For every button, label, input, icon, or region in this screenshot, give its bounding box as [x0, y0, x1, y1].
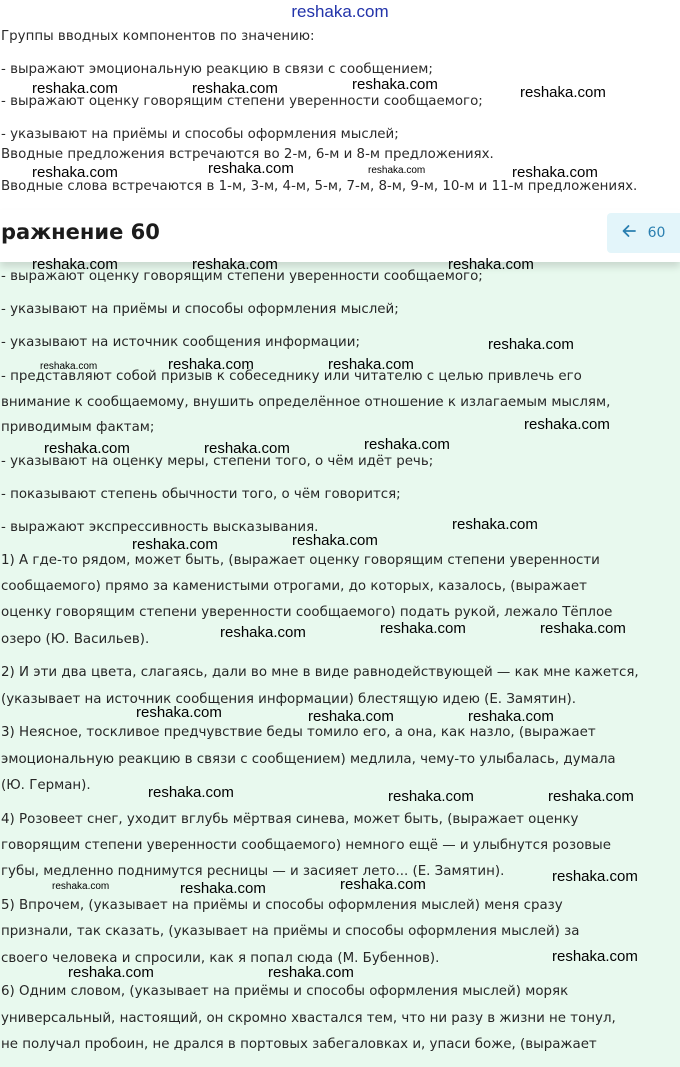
text-line: 1) А где-то рядом, может быть, (выражает оценку говорящим степени уверенности: [1, 553, 600, 568]
text-line: Вводные предложения встречаются во 2-м, 6-м и 8-м предложениях.: [1, 147, 494, 162]
text-line: своего человека и спросили, как я попал сюда (М. Бубеннов).: [1, 951, 440, 966]
text-line: губы, медленно поднимутся ресницы — и засияет лето... (Е. Замятин).: [1, 864, 505, 879]
watermark: reshaka.com: [340, 876, 426, 893]
watermark: reshaka.com: [208, 160, 294, 177]
text-line: - указывают на приёмы и способы оформления мыслей;: [1, 127, 399, 142]
text-line: - указывают на источник сообщения информации;: [1, 335, 360, 350]
watermark: reshaka.com: [448, 256, 534, 273]
text-line: приводимым фактам;: [1, 420, 155, 435]
text-line: 5) Впрочем, (указывает на приёмы и способы оформления мыслей) меня сразу: [1, 898, 563, 913]
watermark: reshaka.com: [488, 336, 574, 353]
text-line: признали, так сказать, (указывает на приёмы и способы оформления мыслей) за: [1, 924, 580, 939]
text-line: - выражают эмоциональную реакцию в связи с сообщением;: [1, 62, 433, 77]
watermark: reshaka.com: [220, 624, 306, 641]
watermark: reshaka.com: [192, 80, 278, 97]
text-line: 6) Одним словом, (указывает на приёмы и способы оформления мыслей) моряк: [1, 984, 569, 999]
watermark: reshaka.com: [352, 76, 438, 93]
watermark: reshaka.com: [380, 620, 466, 637]
text-line: - выражают оценку говорящим степени уверенности сообщаемого;: [1, 94, 483, 109]
watermark: reshaka.com: [40, 361, 98, 372]
watermark: reshaka.com: [548, 788, 634, 805]
exercise-header: [0, 210, 680, 262]
text-line: не получал пробоин, не дрался в портовых забегаловках и, упаси боже, (выражает: [1, 1037, 597, 1052]
watermark: reshaka.com: [180, 880, 266, 897]
watermark: reshaka.com: [292, 532, 378, 549]
text-line: внимание к сообщаемому, внушить определённое отношение к излагаемым мыслям,: [1, 395, 611, 410]
text-line: - выражают экспрессивность высказывания.: [1, 520, 319, 535]
watermark: reshaka.com: [552, 868, 638, 885]
text-line: (указывает на источник сообщения информации) блестящую идею (Е. Замятин).: [1, 692, 576, 707]
watermark: reshaka.com: [204, 440, 290, 457]
text-line: - выражают оценку говорящим степени уверенности сообщаемого;: [1, 269, 483, 284]
watermark: reshaka.com: [132, 536, 218, 553]
text-line: эмоциональную реакцию в связи с сообщением) медлила, чему-то улыбалась, думала: [1, 752, 616, 767]
text-line: - представляют собой призыв к собеседнику или читателю с целью привлечь его: [1, 369, 582, 384]
text-line: сообщаемого) прямо за каменистыми отрогами, до которых, казалось, (выражает: [1, 579, 587, 594]
watermark: reshaka.com: [32, 256, 118, 273]
watermark: reshaka.com: [452, 516, 538, 533]
watermark: reshaka.com: [328, 356, 414, 373]
watermark: reshaka.com: [136, 704, 222, 721]
watermark: reshaka.com: [368, 165, 426, 176]
watermark: reshaka.com: [520, 84, 606, 101]
watermark: reshaka.com: [364, 436, 450, 453]
watermark: reshaka.com: [44, 440, 130, 457]
watermark: reshaka.com: [388, 788, 474, 805]
watermark: reshaka.com: [168, 356, 254, 373]
text-line: 4) Розовеет снег, уходит вглубь мёртвая синева, может быть, (выражает оценку: [1, 812, 579, 827]
text-line: - указывают на оценку меры, степени того, о чём идёт речь;: [1, 454, 434, 469]
text-line: говорящим степени уверенности сообщаемого) немного ещё — и улыбнутся розовые: [1, 838, 611, 853]
watermark: reshaka.com: [524, 416, 610, 433]
arrow-left-icon: [622, 224, 636, 242]
text-line: озеро (Ю. Васильев).: [1, 632, 150, 647]
back-button-label: 60: [647, 225, 666, 241]
text-line: Вводные слова встречаются в 1-м, 3-м, 4-м, 5-м, 7-м, 8-м, 9-м, 10-м и 11-м предложениях.: [1, 179, 638, 194]
back-to-exercise-button[interactable]: [607, 213, 680, 253]
watermark: reshaka.com: [468, 708, 554, 725]
watermark: reshaka.com: [148, 784, 234, 801]
watermark: reshaka.com: [540, 620, 626, 637]
text-line: Группы вводных компонентов по значению:: [1, 29, 315, 44]
text-line: (Ю. Герман).: [1, 778, 91, 793]
exercise-title: ражнение 60: [1, 220, 160, 244]
watermark: reshaka.com: [308, 708, 394, 725]
watermark: reshaka.com: [268, 964, 354, 981]
text-line: универсальный, настоящий, он скромно хвастался тем, что ни разу в жизни не тонул,: [1, 1011, 616, 1026]
site-logo[interactable]: reshaka.com: [291, 2, 389, 21]
watermark: reshaka.com: [52, 881, 110, 892]
text-line: оценку говорящим степени уверенности сообщаемого) подать рукой, лежало Тёплое: [1, 605, 613, 620]
watermark: reshaka.com: [32, 80, 118, 97]
watermark: reshaka.com: [512, 164, 598, 181]
watermark: reshaka.com: [32, 164, 118, 181]
watermark: reshaka.com: [192, 256, 278, 273]
text-line: 3) Неясное, тоскливое предчувствие беды томило его, а она, как назло, (выражает: [1, 725, 596, 740]
watermark: reshaka.com: [552, 948, 638, 965]
answer-content: [0, 262, 680, 1067]
text-line: - показывают степень обычности того, о чём говорится;: [1, 487, 401, 502]
text-line: 2) И эти два цвета, слагаясь, дали во мне в виде равнодействующей — как мне кажется,: [1, 665, 639, 680]
text-line: - указывают на приёмы и способы оформления мыслей;: [1, 302, 399, 317]
watermark: reshaka.com: [68, 964, 154, 981]
